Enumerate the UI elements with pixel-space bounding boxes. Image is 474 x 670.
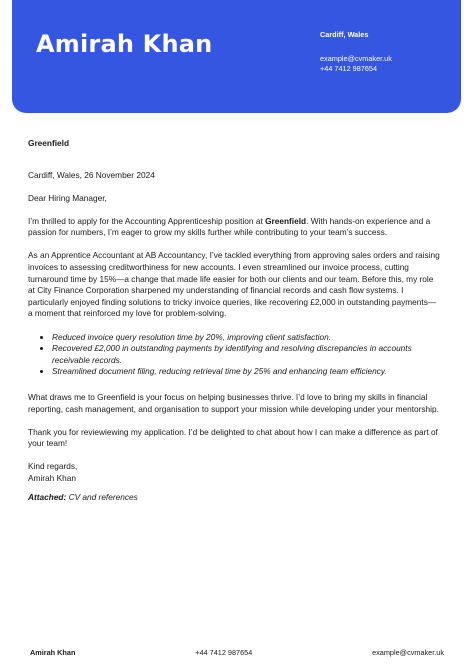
attachments <box>28 492 440 504</box>
list-item: • Streamlined document filing, reducing retrieval time by 25% and enhancing team efficiency. <box>52 366 440 378</box>
contact-phone[interactable]: +44 7412 987654 <box>320 64 378 73</box>
page-footer <box>30 646 444 658</box>
applicant-name: Amirah Khan <box>36 30 213 58</box>
contact-city: Cardiff, Wales <box>320 30 369 39</box>
closing <box>28 461 440 484</box>
intro-text-a: I’m thrilled to apply for the Accounting Apprenticeship position at <box>28 215 266 226</box>
paragraph-experience: As an Apprentice Accountant at AB Accountancy, I’ve tackled everything from approving sales orders and raising invoices to assessing creditworthiness for new accounts. I even streamlined our invoice process, cutting turnaround time by 15%—a change that made life easier for both our clients and our team. Before this, my role at City Finance Corporation sharpened my understanding of financial records and cash flow systems. I particularly enjoyed finding solutions to tricky invoice queries, like recovering £2,000 in outstanding payments—a moment that reinforced my love for problem-solving. <box>28 250 440 319</box>
paragraph-motivation: What draws me to Greenfield is your focus on helping businesses thrive. I’d love to bring my skills in financial reporting, cash management, and organisation to support your mission while developing under your mentorship. <box>28 391 439 414</box>
contact-email[interactable]: example@cvmaker.uk <box>320 53 392 63</box>
paragraph-thanks: Thank you for reviewiewing my application. I’d be delighted to chat about how I can make a difference as part of your team! <box>28 426 438 449</box>
list-item: • Recovered £2,000 in outstanding payments by identifying and resolving discrepancies in accounts receivable records. <box>52 343 440 366</box>
attached-label: Attached: <box>28 492 67 503</box>
attached-value: CV and references <box>68 492 138 503</box>
contact-block <box>320 30 392 75</box>
letter-body <box>28 138 440 516</box>
paragraph-intro <box>28 216 440 239</box>
recipient: Greenfield <box>28 138 70 148</box>
salutation: Dear Hiring Manager, <box>28 192 107 203</box>
signature: Amirah Khan <box>28 472 76 483</box>
footer-email[interactable]: example@cvmaker.uk <box>372 647 444 657</box>
footer-name: Amirah Khan <box>30 647 76 657</box>
achievements-list <box>28 332 440 378</box>
date-line: Cardiff, Wales, 26 November 2024 <box>28 169 155 180</box>
closing-text: Kind regards, <box>28 461 78 472</box>
header-banner <box>12 0 461 113</box>
list-item: • Reduced invoice query resolution time by 20%, improving client satisfaction. <box>52 332 440 344</box>
intro-text-b: . With hands-on experience and a passion for numbers, I’m eager to grow my skills further while contributing to your team’s success. <box>28 215 431 238</box>
footer-phone[interactable]: +44 7412 987654 <box>195 647 253 657</box>
company-name: Greenfield <box>265 215 307 226</box>
